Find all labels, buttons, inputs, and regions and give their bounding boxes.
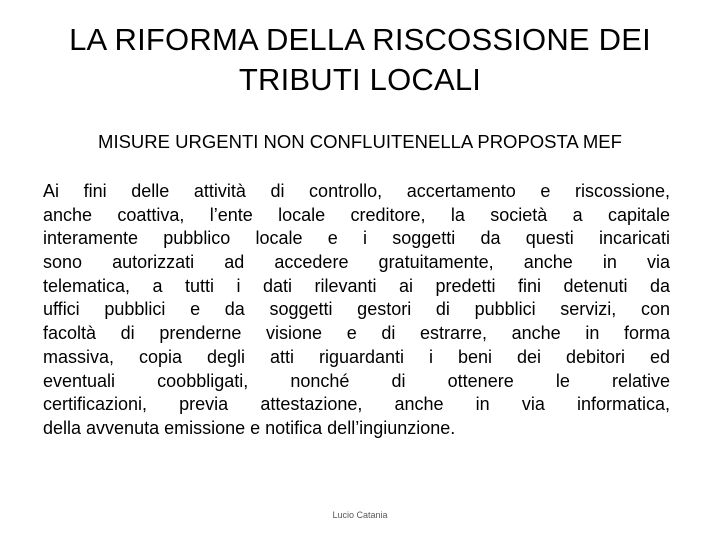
body-line-3: interamente pubblico locale e i soggetti da questi incaricati	[43, 228, 670, 249]
body-line-5: telematica, a tutti i dati rilevanti ai predetti fini detenuti da	[43, 275, 670, 296]
slide-title-line-2: TRIBUTI LOCALI	[238, 62, 482, 97]
body-line-1: Ai fini delle attività di controllo, accertamento e riscossione,	[43, 181, 670, 201]
body-paragraph	[43, 180, 670, 441]
body-line-10: certificazioni, previa attestazione, anche in via informatica,	[43, 394, 670, 415]
body-line-11: della avvenuta emissione e notifica dell’ingiunzione.	[43, 417, 456, 438]
body-line-2: anche coattiva, l’ente locale creditore, la società a capitale	[43, 204, 670, 225]
slide-subtitle: MISURE URGENTI NON CONFLUITENELLA PROPOSTA MEF	[98, 131, 622, 152]
body-line-6: uffici pubblici e da soggetti gestori di pubblici servizi, con	[43, 299, 670, 320]
slide-title-line-1: LA RIFORMA DELLA RISCOSSIONE DEI	[69, 22, 651, 57]
body-line-4: sono autorizzati ad accedere gratuitamente, anche in via	[43, 252, 670, 273]
body-line-7: facoltà di prenderne visione e di estrarre, anche in forma	[43, 323, 670, 344]
body-line-9: eventuali coobbligati, nonché di ottenere le relative	[43, 370, 670, 391]
footer-author: Lucio Catania	[332, 510, 388, 520]
slide-title	[40, 20, 680, 100]
body-line-8: massiva, copia degli atti riguardanti i beni dei debitori ed	[43, 346, 670, 367]
